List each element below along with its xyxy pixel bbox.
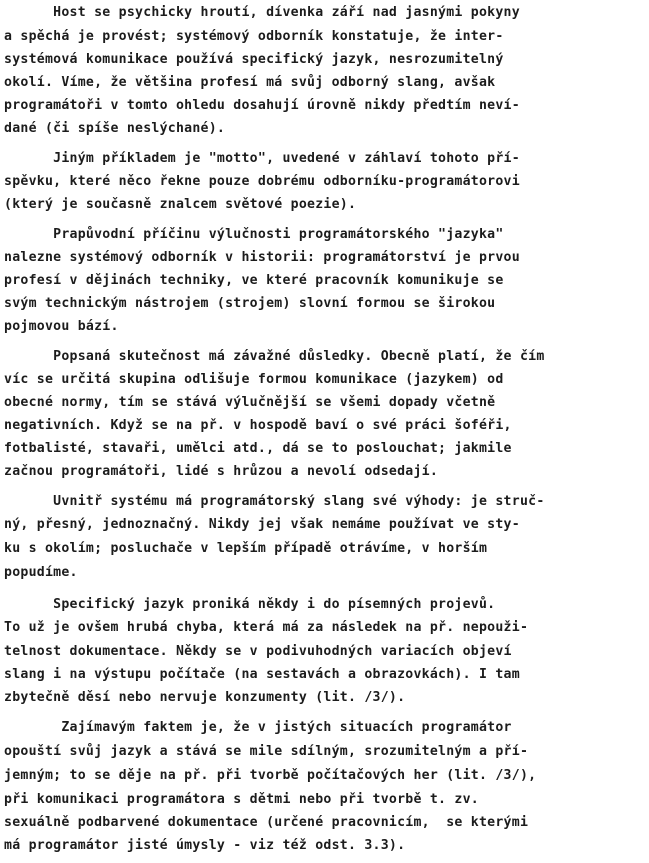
- text-line: programátoři v tomto ohledu dosahují úrovně nikdy předtím neví-: [4, 98, 520, 113]
- typewritten-page: [4, 0, 647, 863]
- text-line: má programátor jisté úmysly - viz též odst. 3.3).: [4, 838, 406, 853]
- text-line: a spěchá je provést; systémový odborník konstatuje, že inter-: [4, 29, 504, 44]
- text-line: sexuálně podbarvené dokumentace (určené pracovnicím, se kterými: [4, 815, 529, 830]
- text-line: Uvnitř systému má programátorský slang své výhody: je struč-: [4, 494, 545, 509]
- text-line: Specifický jazyk proniká někdy i do písemných projevů.: [4, 597, 496, 612]
- text-line: svým technickým nástrojem (strojem) slovní formou se širokou: [4, 296, 496, 311]
- text-line: nalezne systémový odborník v historii: programátorství je prvou: [4, 250, 520, 265]
- text-line: dané (či spíše neslýchané).: [4, 121, 226, 136]
- text-line: Prapůvodní příčinu výlučnosti programátorského "jazyka": [4, 227, 504, 242]
- text-line: fotbalisté, stavaři, umělci atd., dá se to poslouchat; jakmile: [4, 441, 512, 456]
- text-line: popudíme.: [4, 565, 78, 580]
- text-line: začnou programátoři, lidé s hrůzou a nevolí odsedají.: [4, 464, 439, 479]
- text-line: To už je ovšem hrubá chyba, která má za následek na př. nepouži-: [4, 620, 529, 635]
- text-line: pojmovou bází.: [4, 319, 119, 334]
- text-line: Zajímavým faktem je, že v jistých situacích programátor: [4, 720, 512, 735]
- text-line: Jiným příkladem je "motto", uvedené v záhlaví tohoto pří-: [4, 151, 520, 166]
- text-line: (který je současně znalcem světové poezie).: [4, 197, 357, 212]
- text-line: negativních. Když se na př. v hospodě baví o své práci šoféři,: [4, 418, 512, 433]
- text-line: Popsaná skutečnost má závažné důsledky. Obecně platí, že čím: [4, 349, 545, 364]
- text-line: ku s okolím; posluchače v lepším případě otrávíme, v horším: [4, 541, 488, 556]
- text-line: při komunikaci programátora s dětmi nebo při tvorbě t. zv.: [4, 792, 479, 807]
- text-line: okolí. Víme, že většina profesí má svůj odborný slang, avšak: [4, 75, 496, 90]
- text-line: systémová komunikace používá specifický jazyk, nesrozumitelný: [4, 52, 504, 67]
- text-line: Host se psychicky hroutí, dívenka září nad jasnými pokyny: [4, 5, 520, 20]
- text-line: jemným; to se děje na př. při tvorbě počítačových her (lit. /3/),: [4, 768, 537, 783]
- text-line: telnost dokumentace. Někdy se v podivuhodných variacích objeví: [4, 644, 512, 659]
- text-line: profesí v dějinách techniky, ve které pracovník komunikuje se: [4, 273, 504, 288]
- text-line: slang i na výstupu počítače (na sestavách a obrazovkách). I tam: [4, 667, 520, 682]
- text-line: ný, přesný, jednoznačný. Nikdy jej však nemáme používat ve sty-: [4, 517, 520, 532]
- text-line: zbytečně děsí nebo nervuje konzumenty (lit. /3/).: [4, 690, 406, 705]
- text-line: opouští svůj jazyk a stává se mile sdílným, srozumitelným a pří-: [4, 744, 529, 759]
- text-line: spěvku, které něco řekne pouze dobrému odborníku-programátorovi: [4, 174, 520, 189]
- text-line: obecné normy, tím se stává výlučnější se všemi dopady včetně: [4, 395, 496, 410]
- text-line: víc se určitá skupina odlišuje formou komunikace (jazykem) od: [4, 372, 504, 387]
